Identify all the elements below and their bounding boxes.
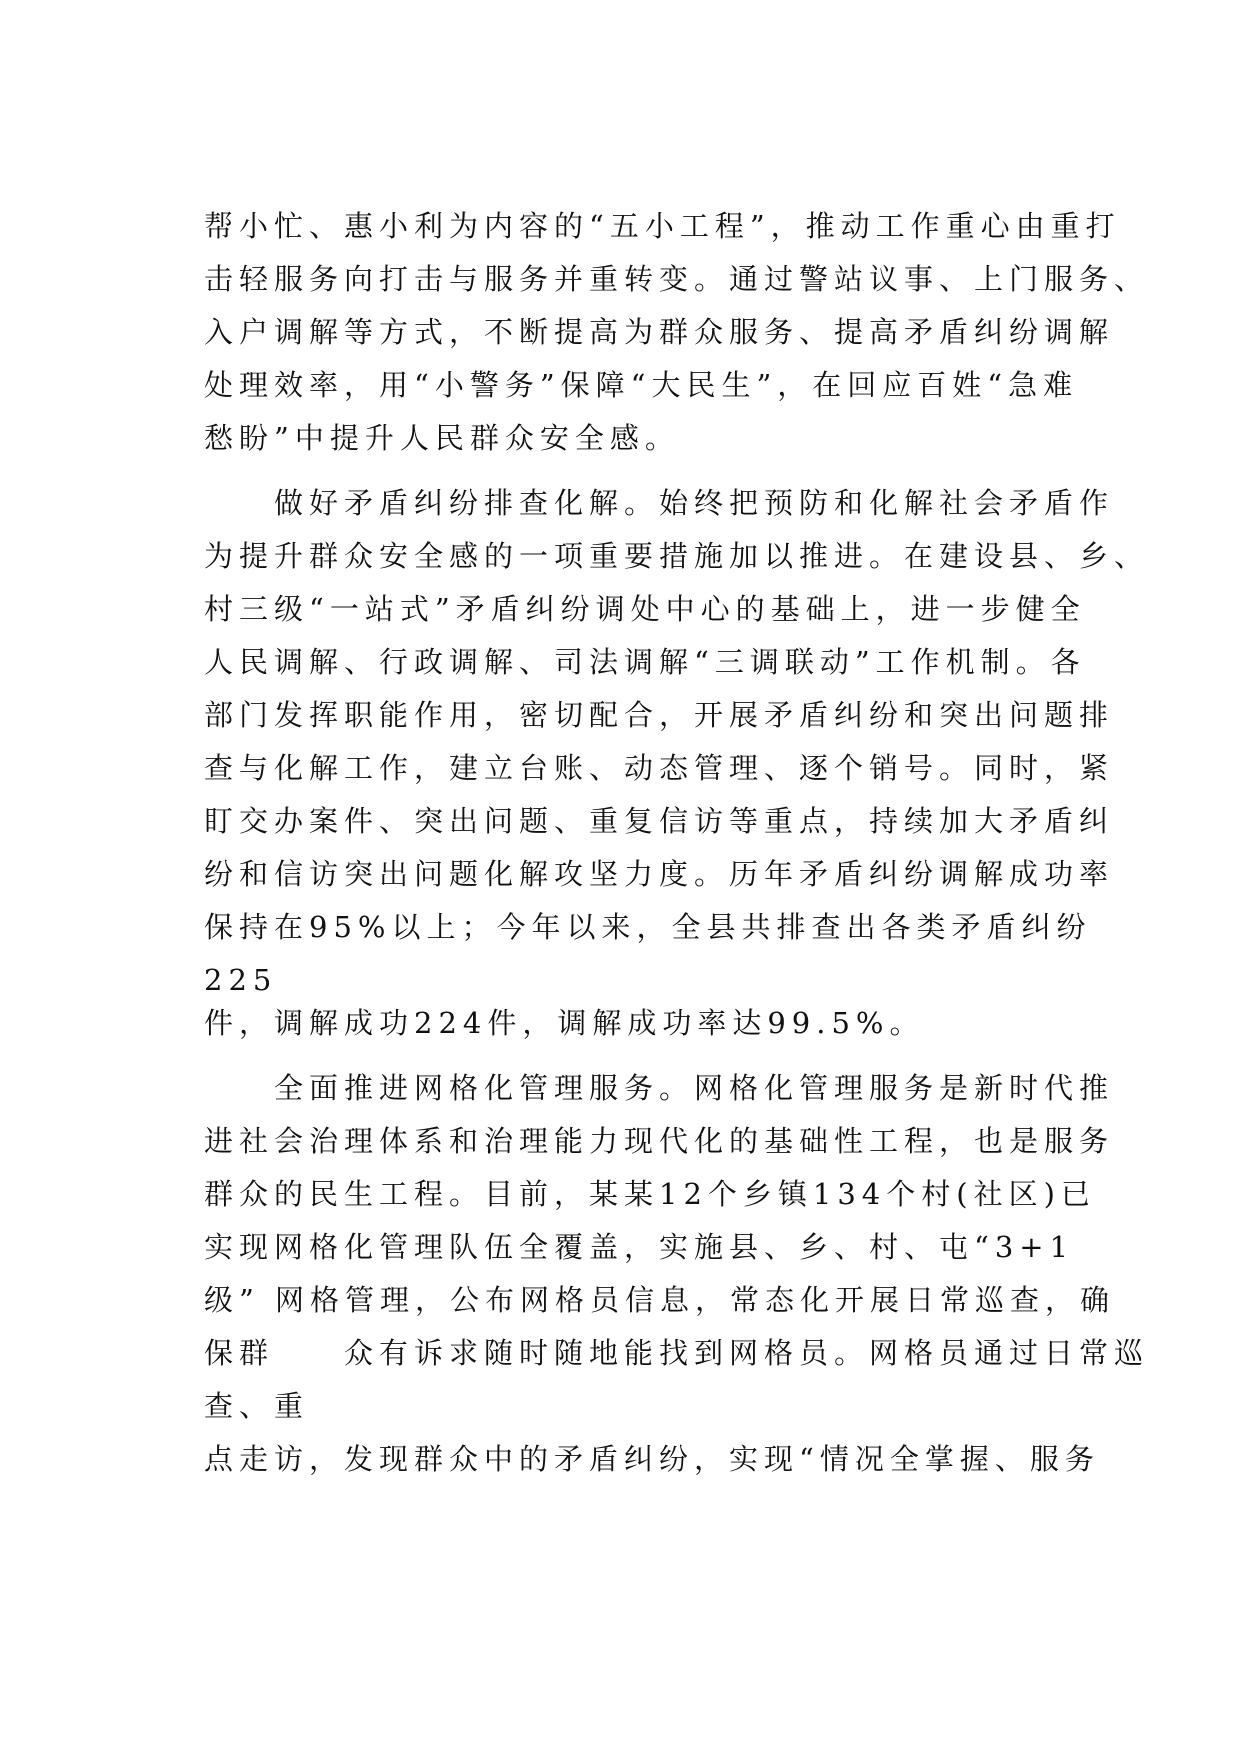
text-line: 盯交办案件、突出问题、重复信访等重点，持续加大矛盾纠 <box>204 804 1115 838</box>
text-line: 保持在95%以上；今年以来，全县共排查出各类矛盾纠纷 <box>204 910 1092 944</box>
text-line: 点走访，发现群众中的矛盾纠纷，实现“情况全掌握、服务 <box>204 1442 1100 1476</box>
paragraph-start-line: 全面推进网格化管理服务。网格化管理服务是新时代推 <box>274 1071 1115 1105</box>
text-line: 225 <box>204 963 278 997</box>
text-line: 查、重 <box>204 1389 310 1423</box>
text-line: 群众的民生工程。目前，某某12个乡镇134个村(社区)已 <box>204 1177 1096 1211</box>
text-line: 人民调解、行政调解、司法调解“三调联动”工作机制。各 <box>204 645 1086 679</box>
text-line: 部门发挥职能作用，密切配合，开展矛盾纠纷和突出问题排 <box>204 698 1115 732</box>
text-line: 击轻服务向打击与服务并重转变。通过警站议事、上门服务、 <box>204 262 1150 296</box>
text-line: 保群 众有诉求随时随地能找到网格员。网格员通过日常巡 <box>204 1336 1150 1370</box>
text-line: 村三级“一站式”矛盾纠纷调处中心的基础上，进一步健全 <box>204 592 1086 626</box>
text-line: 级” 网格管理，公布网格员信息，常态化开展日常巡查，确 <box>204 1283 1116 1317</box>
text-line: 为提升群众安全感的一项重要措施加以推进。在建设县、乡、 <box>204 539 1150 573</box>
text-line: 纷和信访突出问题化解攻坚力度。历年矛盾纠纷调解成功率 <box>204 857 1115 891</box>
text-line: 查与化解工作，建立台账、动态管理、逐个销号。同时，紧 <box>204 751 1115 785</box>
text-line: 愁盼”中提升人民群众安全感。 <box>204 421 680 455</box>
text-line: 处理效率，用“小警务”保障“大民生”，在回应百姓“急难 <box>204 368 1079 402</box>
text-line: 帮小忙、惠小利为内容的“五小工程”，推动工作重心由重打 <box>204 209 1121 243</box>
text-line: 件，调解成功224件，调解成功率达99.5%。 <box>204 1006 925 1040</box>
text-line: 入户调解等方式，不断提高为群众服务、提高矛盾纠纷调解 <box>204 315 1115 349</box>
paragraph-start-line: 做好矛盾纠纷排查化解。始终把预防和化解社会矛盾作 <box>274 486 1115 520</box>
text-line: 进社会治理体系和治理能力现代化的基础性工程，也是服务 <box>204 1124 1115 1158</box>
text-line: 实现网格化管理队伍全覆盖，实施县、乡、村、屯“3+1 <box>204 1230 1075 1264</box>
